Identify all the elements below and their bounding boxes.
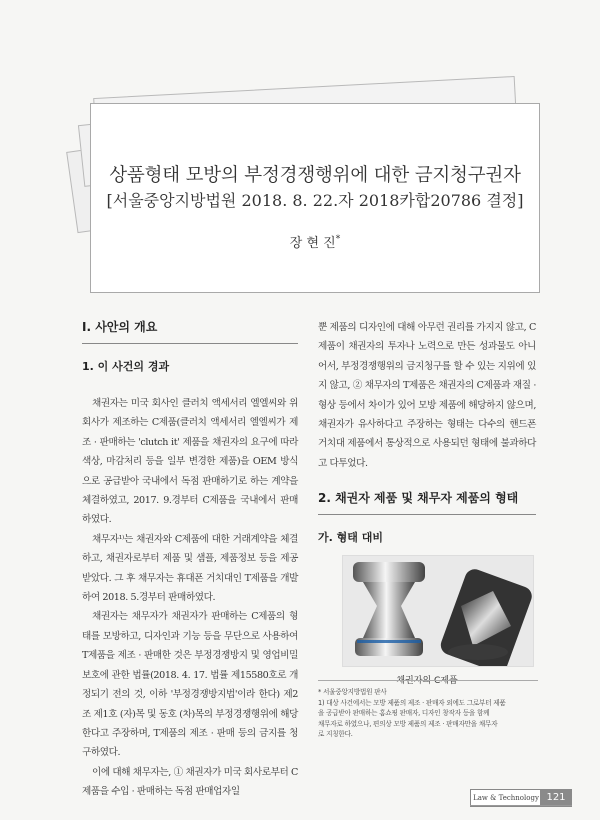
footnote-line: 을 공급받아 판매하는 홈쇼핑 판매자, 디자인 창작자 등을 함께 <box>318 709 490 717</box>
title-block <box>70 95 540 295</box>
paragraph <box>82 607 298 762</box>
phone-holder-illustration <box>343 556 533 666</box>
footnote-line: 로 지칭한다. <box>318 730 353 738</box>
paragraph <box>82 530 298 608</box>
case-citation: [서울중앙지방법원 2018. 8. 22.자 2018카합20786 결정] <box>106 191 524 210</box>
journal-name: Law & Technology <box>470 789 542 807</box>
paragraph-text: 이에 대해 채무자는, ① 채권자가 미국 회사로부터 C제품을 수입 · 판매하는 독점 판매업자일 <box>82 766 298 798</box>
author-footnote-mark: * <box>335 234 341 245</box>
section-heading: I. 사안의 개요 <box>82 318 298 344</box>
author-name: 장 현 진 <box>289 236 336 251</box>
product-photo <box>342 555 534 667</box>
footnote-line: 채무자로 하였으나, 편의상 모방 제품의 제조 · 판매자만을 채무자 <box>318 719 498 728</box>
paragraph: 뿐 제품의 디자인에 대해 아무런 권리를 가지지 않고, C제품이 채권자의 투자나 노력으로 만든 성과물도 아니어서, 부정경쟁행위의 금지청구를 할 수 있는 지위에 있지 않고, ② 채무자의 T제품은 채권자의 C제품과 재질 · 형상 등에서 차이가 있어 모방 제품에 해당하지 않으며, 채권자가 유사하다고 주장하는 형태는 다수의 핸드폰 거치대 제품에서 통상적으로 사용되던 형태에 불과하다고 다투었다. <box>318 322 536 469</box>
footnote-line: * 서울중앙지방법원 판사 <box>318 688 387 696</box>
image-caption: 채권자의 C제품 <box>396 676 458 687</box>
author <box>91 232 539 251</box>
article-title: 상품형태 모방의 부정경쟁행위에 대한 금지청구권자 <box>109 165 521 186</box>
paragraph-text: 채권자는 미국 회사인 클러치 액세서리 엘엘씨와 위 회사가 제조하는 C제품(클러치 액세서리 엘엘씨가 제조 · 판매하는 'clutch it' 제품을 채권자의 요구에 따라 색상, 마감처리 등을 일부 변경한 제품)을 OEM 방식으로 공급받아 국내에서 독점 판매하기로 하는 계약을 체결하였고, 2017. 9.경부터 C제품을 국내에서 판매하였다. <box>82 398 298 526</box>
paragraph-text: 채무자¹⁾는 채권자와 C제품에 대한 거래계약을 체결하고, 채권자로부터 제품 및 샘플, 제품정보 등을 제공받았다. 그 후 채무자는 휴대폰 거치대인 T제품을 개발하여 2018. 5.경부터 판매하였다. <box>82 533 298 604</box>
footer-divider <box>470 805 572 806</box>
left-column <box>82 318 298 802</box>
footnote-line: 1) 대상 사건에서는 모방 제품의 제조 · 판매자 외에도 그로부터 제품 <box>318 698 506 707</box>
page-number: 121 <box>540 789 572 807</box>
subsection-heading: 1. 이 사건의 경과 <box>82 360 170 373</box>
right-column <box>318 318 536 686</box>
section-heading: 2. 채권자 제품 및 채무자 제품의 형태 <box>318 489 536 515</box>
paragraph <box>82 394 298 530</box>
footnotes <box>318 680 538 740</box>
paragraph <box>82 763 298 802</box>
paragraph-text: 채권자는 채무자가 채권자가 판매하는 C제품의 형태를 모방하고, 디자인과 기능 등을 무단으로 사용하여 T제품을 제조 · 판매한 것은 부정경쟁방지 및 영업비밀보호에 관한 법률(2018. 4. 17. 법률 제15580호로 개정되기 전의 것, 이하 '부정경쟁방지법'이라 한다) 제2조 제1호 (자)목 및 동호 (차)목의 부정경쟁행위에 해당한다고 주장하며, T제품의 제조 · 판매 등의 금지를 청구하였다. <box>82 611 298 759</box>
title-box <box>90 103 540 293</box>
subsection-heading: 가. 형태 대비 <box>318 531 383 545</box>
footnote-divider <box>318 680 538 681</box>
